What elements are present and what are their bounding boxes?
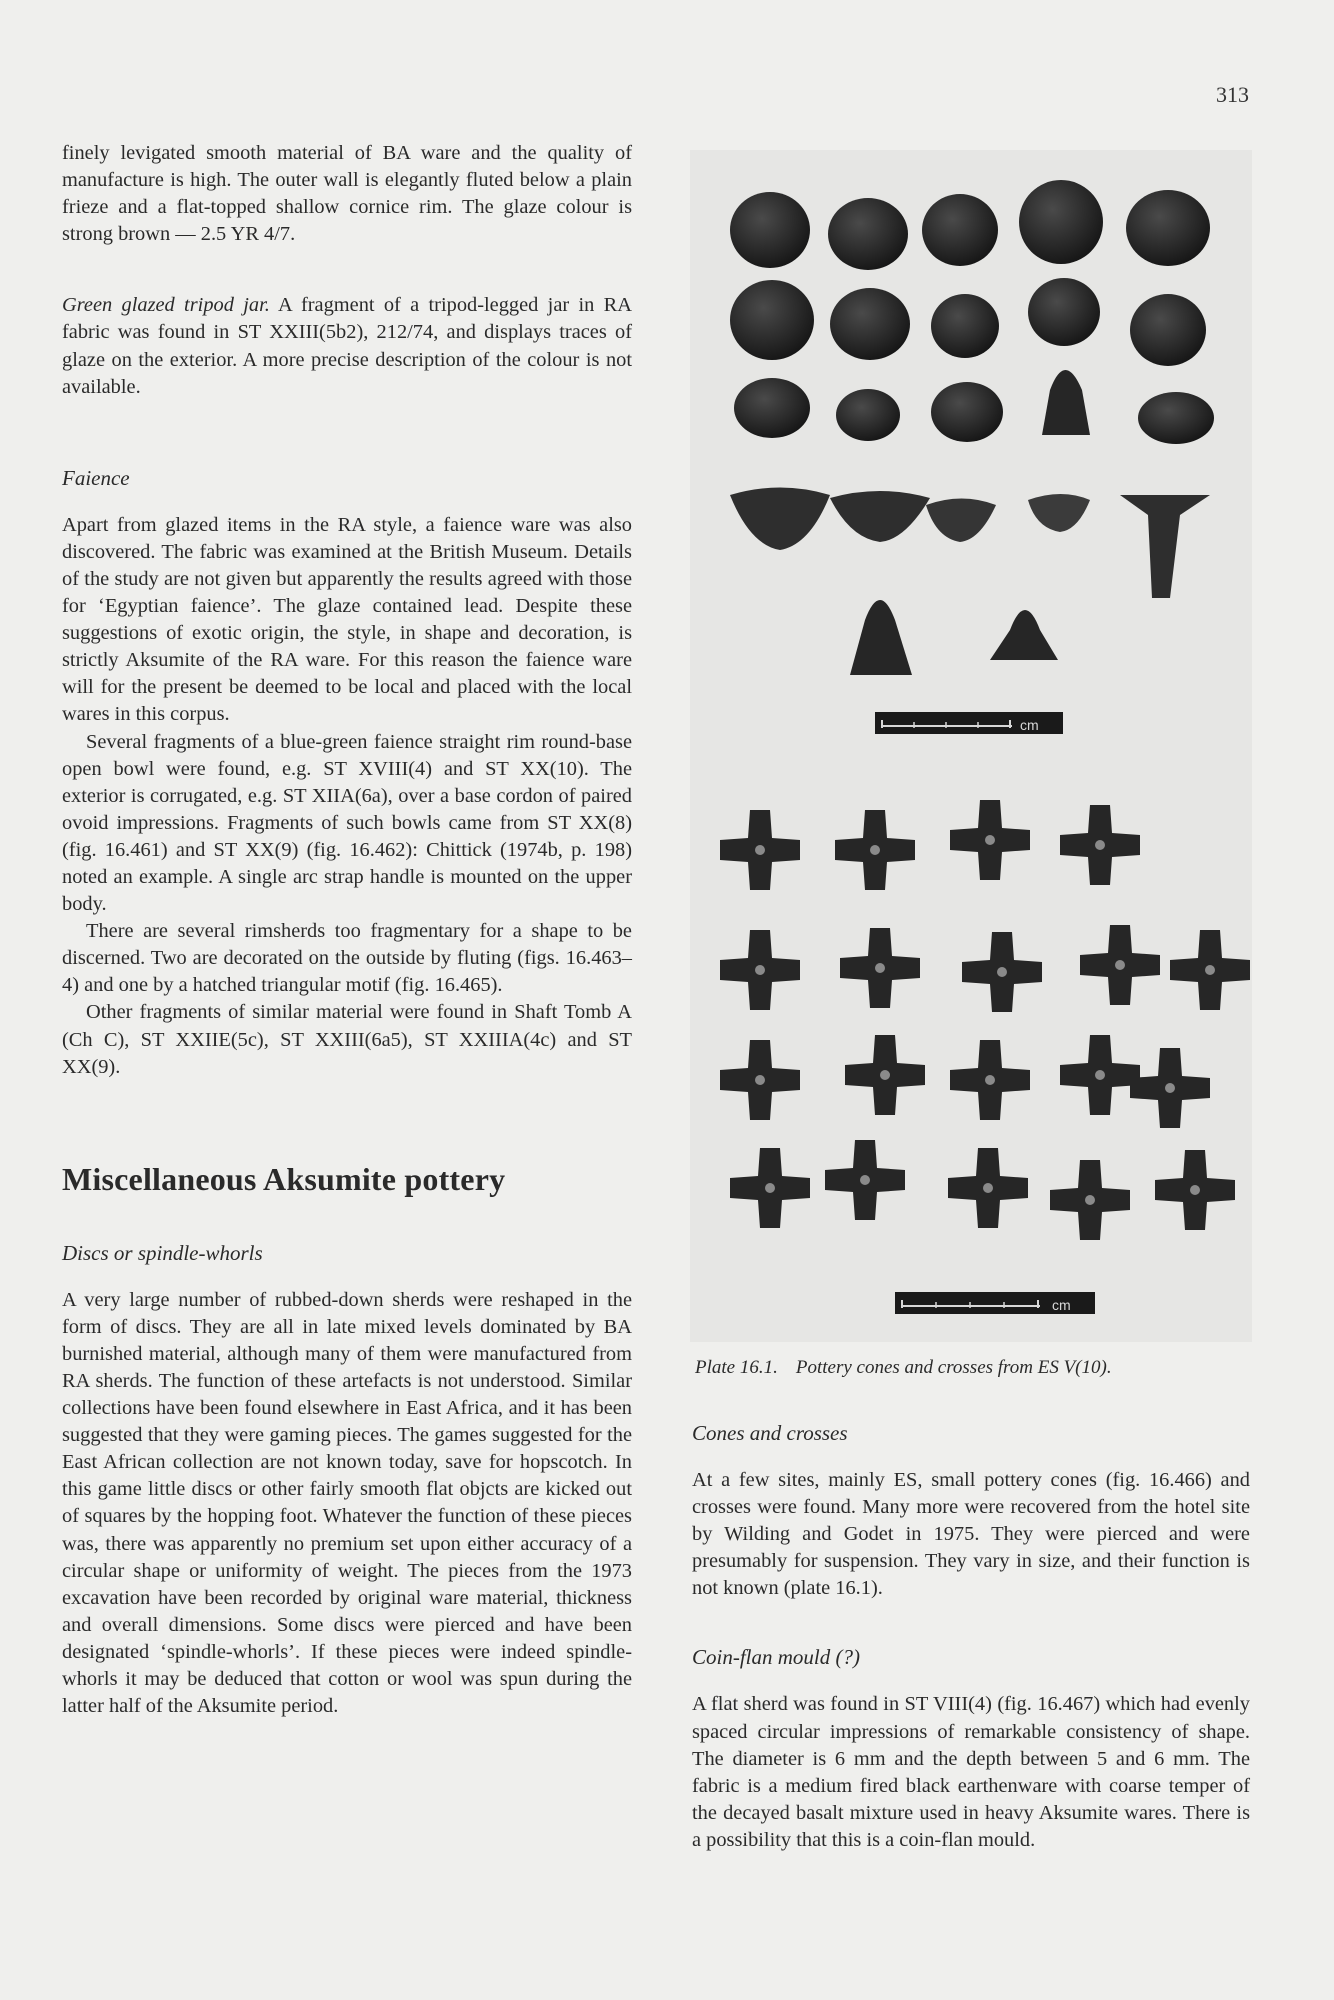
plate-caption	[695, 1357, 1255, 1379]
faience-paragraph-4: Other fragments of similar material were found in Shaft Tomb A (Ch C), ST XXIIE(5c), ST XXIII(6a5), ST XXIIIA(4c) and ST XX(9).	[62, 1001, 632, 1078]
plate-caption-label: Plate 16.1.	[695, 1357, 778, 1378]
faience-paragraph-2: Several fragments of a blue-green faience straight rim round-base open bowl were found, e.g. ST XVIII(4) and ST XX(10). The exterior is corrugated, e.g. ST XIIA(6a), over a base cordon of paired ovoid impressions. Fragments of such bowls came from ST XX(8) (fig. 16.461) and ST XX(9) (fig. 16.462): Chittick (1974b, p. 198) noted an example. A single arc strap handle is mounted on the upper body.	[62, 730, 632, 916]
plate-photograph	[690, 150, 1252, 1342]
scale-label-top: cm	[1020, 717, 1039, 733]
right-column	[692, 1420, 1250, 1854]
left-column	[62, 140, 632, 1720]
plate-caption-text: Pottery cones and crosses from ES V(10).	[795, 1357, 1112, 1378]
coin-flan-paragraph: A flat sherd was found in ST VIII(4) (fig. 16.467) which had evenly spaced circular impressions of remarkable consistency of shape. The diameter is 6 mm and the depth between 5 and 6 mm. The fabric is a medium fired black earthenware with coarse temper of the decayed basalt mixture used in heavy Aksumite wares. There is a possibility that this is a coin-flan mould.	[692, 1693, 1250, 1851]
faience-heading: Faience	[62, 465, 130, 490]
coin-flan-heading: Coin-flan mould (?)	[692, 1645, 860, 1670]
green-jar-paragraph	[62, 292, 632, 400]
green-jar-text: A fragment of a tripod-legged jar in RA fabric was found in ST XXIII(5b2), 212/74, and displays traces of glaze on the exterior. A more precise description of the colour is not available.	[62, 294, 632, 398]
scale-bar-top	[875, 712, 1063, 734]
scale-label-bottom: cm	[1052, 1297, 1071, 1313]
page-number: 313	[1216, 82, 1249, 107]
faience-paragraph-3: There are several rimsherds too fragmentary for a shape to be discerned. Two are decorated on the outside by fluting (figs. 16.463–4) and one by a hatched triangular motif (fig. 16.465).	[62, 920, 632, 997]
scale-bar-bottom	[895, 1292, 1095, 1314]
green-jar-title: Green glazed tripod jar.	[62, 294, 270, 317]
cones-heading: Cones and crosses	[692, 1421, 848, 1445]
misc-section-heading: Miscellaneous Aksumite pottery	[62, 1160, 506, 1197]
intro-paragraph: finely levigated smooth material of BA ware and the quality of manufacture is high. The outer wall is elegantly fluted below a plain frieze and a flat-topped shallow cornice rim. The glaze colour is strong brown — 2.5 YR 4/7.	[62, 142, 632, 246]
discs-heading: Discs or spindle-whorls	[62, 1240, 263, 1265]
discs-paragraph: A very large number of rubbed-down sherds were reshaped in the form of discs. They are all in late mixed levels dominated by BA burnished material, although many of them were manufactured from RA sherds. The function of these artefacts is not understood. Similar collections have been found elsewhere in East Africa, and it has been suggested that they were gaming pieces. The games suggested for the East African collection are not known today, save for hopscotch. In this game little discs or other fairly smooth flat objcts are kicked out of squares by the hopping foot. Whatever the function of these pieces was, there was apparently no premium set upon either accuracy of a circular shape or uniformity of weight. The pieces from the 1973 excavation have been recorded by original ware material, thickness and overall dimensions. Some discs were pierced and have been designated ‘spindle-whorls’. If these pieces were indeed spindle-whorls it may be deduced that cotton or wool was spun during the latter half of the Aksumite period.	[62, 1288, 632, 1718]
cones-paragraph: At a few sites, mainly ES, small pottery cones (fig. 16.466) and crosses were found. Many more were recovered from the hotel site by Wilding and Godet in 1975. They were pierced and were presumably for suspension. They vary in size, and their function is not known (plate 16.1).	[692, 1469, 1250, 1600]
faience-paragraph-1: Apart from glazed items in the RA style, a faience ware was also discovered. The fabric was examined at the British Museum. Details of the study are not given but apparently the results agreed with those for ‘Egyptian faience’. The glaze contained lead. Despite these suggestions of exotic origin, the style, in shape and decoration, is strictly Aksumite of the RA ware. For this reason the faience ware will for the present be deemed to be local and placed with the local wares in this corpus.	[62, 513, 632, 726]
